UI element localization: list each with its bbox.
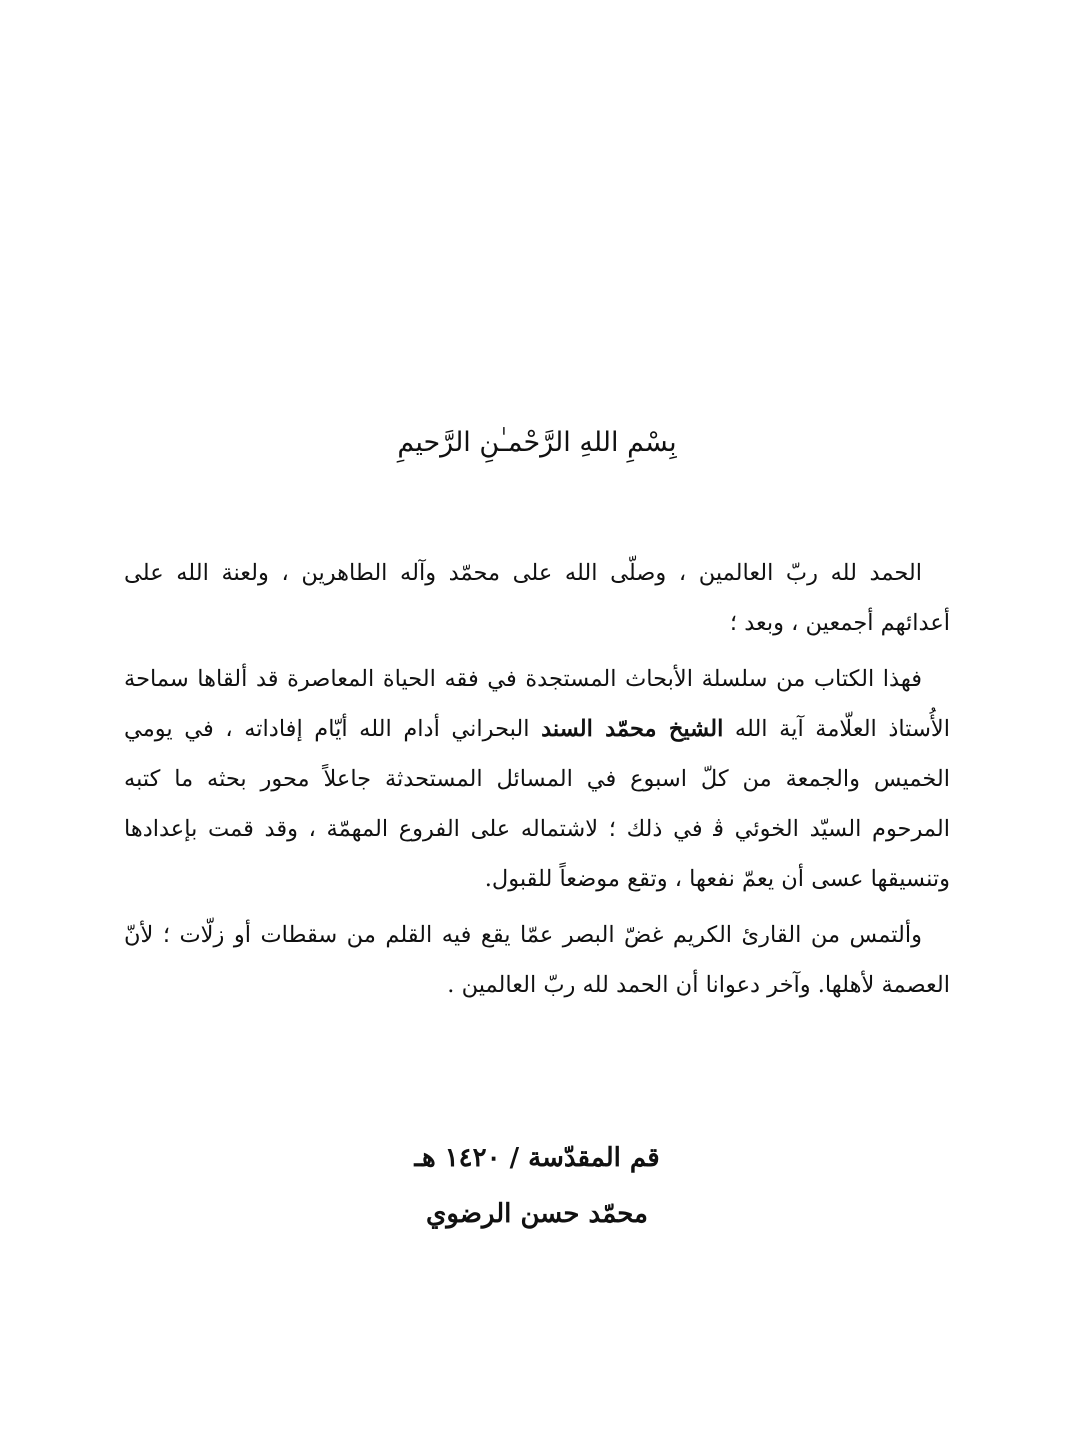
- paragraph-closing: وألتمس من القارئ الكريم غضّ البصر عمّا يقع فيه القلم من سقطات أو زلّات ؛ لأنّ العصمة لأهلها. وآخر دعوانا أن الحمد لله ربّ العالمين .: [124, 922, 950, 998]
- paragraph-book-intro-part1: فهذا الكتاب من سلسلة الأبحاث المستجدة في فقه الحياة المعاصرة قد ألقاها سماحة الأُستاذ العلّامة آية الله: [124, 666, 950, 742]
- signature-author: محمّد حسن الرضوي: [426, 1199, 648, 1229]
- preface-body: [124, 548, 950, 1016]
- paragraph-opening: الحمد لله ربّ العالمين ، وصلّى الله على محمّد وآله الطاهرين ، ولعنة الله على أعدائهم أجمعين ، وبعد ؛: [124, 560, 950, 636]
- signature-place-date: قم المقدّسة / ١٤٢٠ هـ: [414, 1143, 660, 1173]
- signature-block: [0, 1130, 1074, 1242]
- basmala-heading: بِسْمِ اللهِ الرَّحْمـٰنِ الرَّحيمِ: [397, 427, 677, 458]
- paragraph-book-intro: [124, 654, 950, 904]
- paragraph-book-intro-part2: البحراني أدام الله أيّام إفاداته ، في يومي الخميس والجمعة من كلّ اسبوع في المسائل المستحدثة جاعلاً محور بحثه ما كتبه المرحوم السيّد الخوئي ﭬ في ذلك ؛ لاشتماله على الفروع المهمّة ، وقد قمت بإعدادها وتنسيقها عسى أن يعمّ نفعها ، وتقع موضعاً للقبول.: [124, 716, 951, 892]
- scholar-name: الشيخ محمّد السند: [541, 716, 724, 742]
